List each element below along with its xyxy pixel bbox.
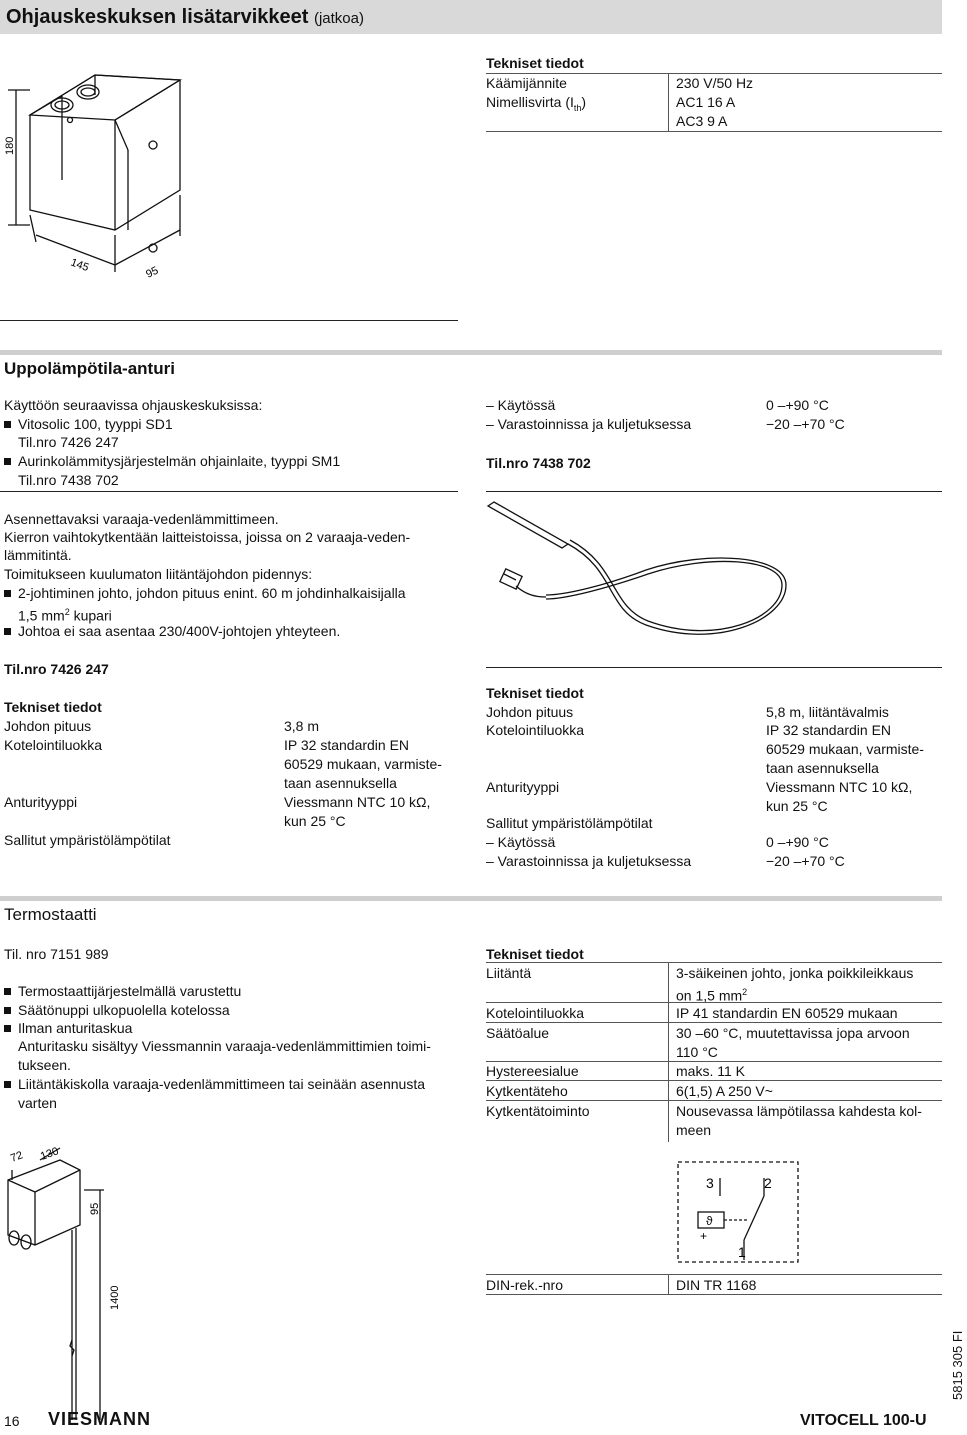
spec-label: Sallitut ympäristölämpötilat bbox=[486, 815, 653, 831]
order-number: Til.nro 7426 247 bbox=[18, 434, 119, 450]
spec-label: Säätöalue bbox=[486, 1025, 550, 1041]
din-label: DIN-rek.-nro bbox=[486, 1277, 564, 1293]
list-item bbox=[4, 982, 241, 1001]
table-line bbox=[486, 1274, 942, 1275]
specs-left-heading: Tekniset tiedot bbox=[4, 699, 102, 715]
desc-line: Kierron vaihtokytkentään laitteistoissa, joissa on 2 varaaja-veden- bbox=[4, 529, 411, 545]
spec-value-ac1: AC1 16 A bbox=[676, 94, 736, 110]
spec-value: 110 °C bbox=[676, 1044, 718, 1060]
spec-label: Kotelointiluokka bbox=[4, 737, 103, 753]
list-item-text: Johtoa ei saa asentaa 230/400V-johtojen yhteyteen. bbox=[18, 623, 341, 639]
spec-value: meen bbox=[676, 1122, 712, 1138]
spec-label-coil-voltage: Käämijännite bbox=[486, 75, 567, 91]
spec-value: 30 –60 °C, muutettavissa jopa arvoon bbox=[676, 1025, 910, 1041]
list-item bbox=[4, 1001, 230, 1020]
terminal-2-label: 2 bbox=[764, 1175, 772, 1191]
order-number: Til. nro 7151 989 bbox=[4, 946, 109, 962]
temperature-symbol: ϑ bbox=[706, 1214, 713, 1228]
superscript: 2 bbox=[64, 607, 70, 617]
divider bbox=[0, 320, 458, 321]
spec-value-ac3: AC3 9 A bbox=[676, 113, 728, 129]
list-item-text: Vitosolic 100, tyyppi SD1 bbox=[18, 416, 173, 432]
spec-value: IP 32 standardin EN bbox=[284, 737, 410, 753]
terminal-1-label: 1 bbox=[738, 1244, 746, 1260]
spec-value: maks. 11 K bbox=[676, 1063, 745, 1079]
spec-value: 5,8 m, liitäntävalmis bbox=[766, 704, 889, 720]
bullet-icon bbox=[4, 988, 11, 995]
spec-value: 60529 mukaan, varmiste- bbox=[766, 741, 924, 757]
product-name: VITOCELL 100-U bbox=[800, 1412, 927, 1429]
section-bar bbox=[0, 350, 942, 355]
spec-label: Kytkentätoiminto bbox=[486, 1103, 590, 1119]
desc-line: Asennettavaksi varaaja-vedenlämmittimeen. bbox=[4, 511, 279, 527]
plus-symbol: + bbox=[700, 1229, 708, 1243]
order-number: Til.nro 7438 702 bbox=[486, 455, 591, 471]
spec-label: Sallitut ympäristölämpötilat bbox=[4, 832, 171, 848]
spec-value: kun 25 °C bbox=[766, 798, 828, 814]
table-line bbox=[486, 131, 942, 132]
page-number: 16 bbox=[4, 1413, 20, 1429]
spec-value: 60529 mukaan, varmiste- bbox=[284, 756, 442, 772]
table-divider bbox=[668, 73, 669, 131]
superscript: 2 bbox=[742, 987, 748, 997]
spec-label-rated-current bbox=[486, 93, 586, 118]
table-divider bbox=[668, 962, 669, 1142]
order-number: Til.nro 7426 247 bbox=[4, 661, 109, 677]
spec-label: Johdon pituus bbox=[486, 704, 574, 720]
spec-value: 3-säikeinen johto, jonka poikkileikkaus bbox=[676, 965, 914, 981]
section-bar bbox=[0, 896, 942, 901]
intro-text: Käyttöön seuraavissa ohjauskeskuksissa: bbox=[4, 397, 263, 413]
bullet-icon bbox=[4, 1007, 11, 1014]
list-item-text: Säätönuppi ulkopuolella kotelossa bbox=[18, 1002, 230, 1018]
spec-label: Hystereesialue bbox=[486, 1063, 579, 1079]
title-text: Ohjauskeskuksen lisätarvikkeet bbox=[6, 6, 309, 28]
temp-label-use: – Käytössä bbox=[486, 397, 556, 413]
spec-label: Anturityyppi bbox=[486, 779, 560, 795]
spec-value: IP 32 standardin EN bbox=[766, 722, 892, 738]
spec-label: Kytkentäteho bbox=[486, 1083, 568, 1099]
list-item-cont: Anturitasku sisältyy Viessmannin varaaja-vedenlämmittimien toimi- bbox=[18, 1038, 431, 1054]
section-title-thermostat: Termostaatti bbox=[4, 905, 97, 924]
list-item-text: Liitäntäkiskolla varaaja-vedenlämmittimeen tai seinään asennusta bbox=[18, 1076, 426, 1092]
spec-value: 6(1,5) A 250 V~ bbox=[676, 1083, 773, 1099]
divider bbox=[486, 491, 942, 492]
list-item bbox=[4, 584, 406, 603]
page-header bbox=[0, 0, 942, 34]
bullet-icon bbox=[4, 458, 11, 465]
list-item bbox=[4, 622, 340, 641]
spec-label: Kotelointiluokka bbox=[486, 1005, 585, 1021]
list-item bbox=[4, 415, 173, 434]
document-number: 5815 305 FI bbox=[950, 1330, 965, 1400]
table-line bbox=[486, 1002, 942, 1003]
spec-label: Anturityyppi bbox=[4, 794, 78, 810]
bullet-icon bbox=[4, 590, 11, 597]
top-specs-heading: Tekniset tiedot bbox=[486, 55, 584, 71]
dim-height-label: 180 bbox=[4, 136, 16, 155]
rated-current-close: ) bbox=[581, 94, 587, 110]
dim-depth-label: 145 bbox=[68, 256, 91, 275]
terminal-3-label: 3 bbox=[706, 1175, 714, 1191]
table-line bbox=[486, 73, 942, 74]
spec-value: taan asennuksella bbox=[284, 775, 397, 791]
brand-logo: VIESMANN bbox=[48, 1409, 152, 1429]
spec-value: Viessmann NTC 10 kΩ, bbox=[766, 779, 913, 795]
text-span: on 1,5 mm bbox=[676, 987, 743, 1004]
table-divider bbox=[668, 1274, 669, 1294]
divider bbox=[486, 667, 942, 668]
specs-right-heading: Tekniset tiedot bbox=[486, 685, 584, 701]
spec-value: Viessmann NTC 10 kΩ, bbox=[284, 794, 431, 810]
table-line bbox=[486, 962, 942, 963]
rated-current-sub: th bbox=[573, 102, 582, 113]
divider bbox=[0, 491, 458, 492]
spec-value: IP 41 standardin EN 60529 mukaan bbox=[676, 1005, 898, 1021]
table-line bbox=[486, 1022, 942, 1023]
table-line bbox=[486, 1294, 942, 1295]
list-item-text: Aurinkolämmitysjärjestelmän ohjainlaite, tyyppi SM1 bbox=[18, 453, 341, 469]
spec-label: Kotelointiluokka bbox=[486, 722, 585, 738]
page-title bbox=[6, 4, 364, 32]
list-item bbox=[4, 1075, 425, 1094]
spec-value: 0 –+90 °C bbox=[766, 834, 829, 850]
list-item bbox=[4, 1019, 132, 1038]
dim-label: 72 bbox=[8, 1149, 25, 1165]
thermostat-specs-heading: Tekniset tiedot bbox=[486, 946, 584, 962]
dim-width-label: 95 bbox=[144, 264, 161, 281]
text-span: 1,5 mm bbox=[18, 607, 65, 624]
spec-value-coil-voltage: 230 V/50 Hz bbox=[676, 75, 754, 91]
order-number: Til.nro 7438 702 bbox=[18, 472, 119, 488]
list-item-text: Termostaattijärjestelmällä varustettu bbox=[18, 983, 242, 999]
spec-label: Liitäntä bbox=[486, 965, 532, 981]
text-span: kupari bbox=[69, 607, 112, 624]
temp-label-storage: – Varastoinnissa ja kuljetuksessa bbox=[486, 416, 692, 432]
spec-value: −20 –+70 °C bbox=[766, 853, 845, 869]
rated-current-label: Nimellisvirta (I bbox=[486, 94, 574, 110]
list-item-text: 2-johtiminen johto, johdon pituus enint. 60 m johdinhalkaisijalla bbox=[18, 585, 406, 601]
bullet-icon bbox=[4, 628, 11, 635]
bullet-icon bbox=[4, 1081, 11, 1088]
spec-value: 3,8 m bbox=[284, 718, 320, 734]
desc-line: lämmitintä. bbox=[4, 547, 72, 563]
title-suffix: (jatkoa) bbox=[313, 10, 364, 27]
spec-value: taan asennuksella bbox=[766, 760, 879, 776]
bullet-icon bbox=[4, 1025, 11, 1032]
contactor-drawing bbox=[0, 60, 250, 290]
spec-value: Nousevassa lämpötilassa kahdesta kol- bbox=[676, 1103, 922, 1119]
spec-label: – Käytössä bbox=[486, 834, 556, 850]
spec-label: – Varastoinnissa ja kuljetuksessa bbox=[486, 853, 692, 869]
bullet-icon bbox=[4, 421, 11, 428]
thermostat-drawing bbox=[0, 1140, 160, 1410]
sensor-cable-drawing bbox=[486, 500, 956, 660]
dim-label: 95 bbox=[89, 1202, 101, 1215]
temp-value-storage: −20 –+70 °C bbox=[766, 416, 845, 432]
table-line bbox=[486, 1100, 942, 1101]
din-value: DIN TR 1168 bbox=[676, 1277, 757, 1293]
list-item bbox=[4, 452, 340, 471]
spec-value: kun 25 °C bbox=[284, 813, 346, 829]
desc-line: Toimitukseen kuulumaton liitäntäjohdon pidennys: bbox=[4, 566, 313, 582]
table-line bbox=[486, 1080, 942, 1081]
dim-label: 1400 bbox=[109, 1285, 121, 1310]
dim-label: 130 bbox=[38, 1145, 61, 1163]
switch-schematic bbox=[676, 1160, 846, 1266]
list-item-cont: varten bbox=[18, 1095, 57, 1111]
list-item-cont: tukseen. bbox=[18, 1057, 71, 1073]
temp-value-use: 0 –+90 °C bbox=[766, 397, 829, 413]
section-title-immersion: Uppolämpötila-anturi bbox=[4, 359, 175, 378]
list-item-text: Ilman anturitaskua bbox=[18, 1020, 133, 1036]
spec-label: Johdon pituus bbox=[4, 718, 92, 734]
